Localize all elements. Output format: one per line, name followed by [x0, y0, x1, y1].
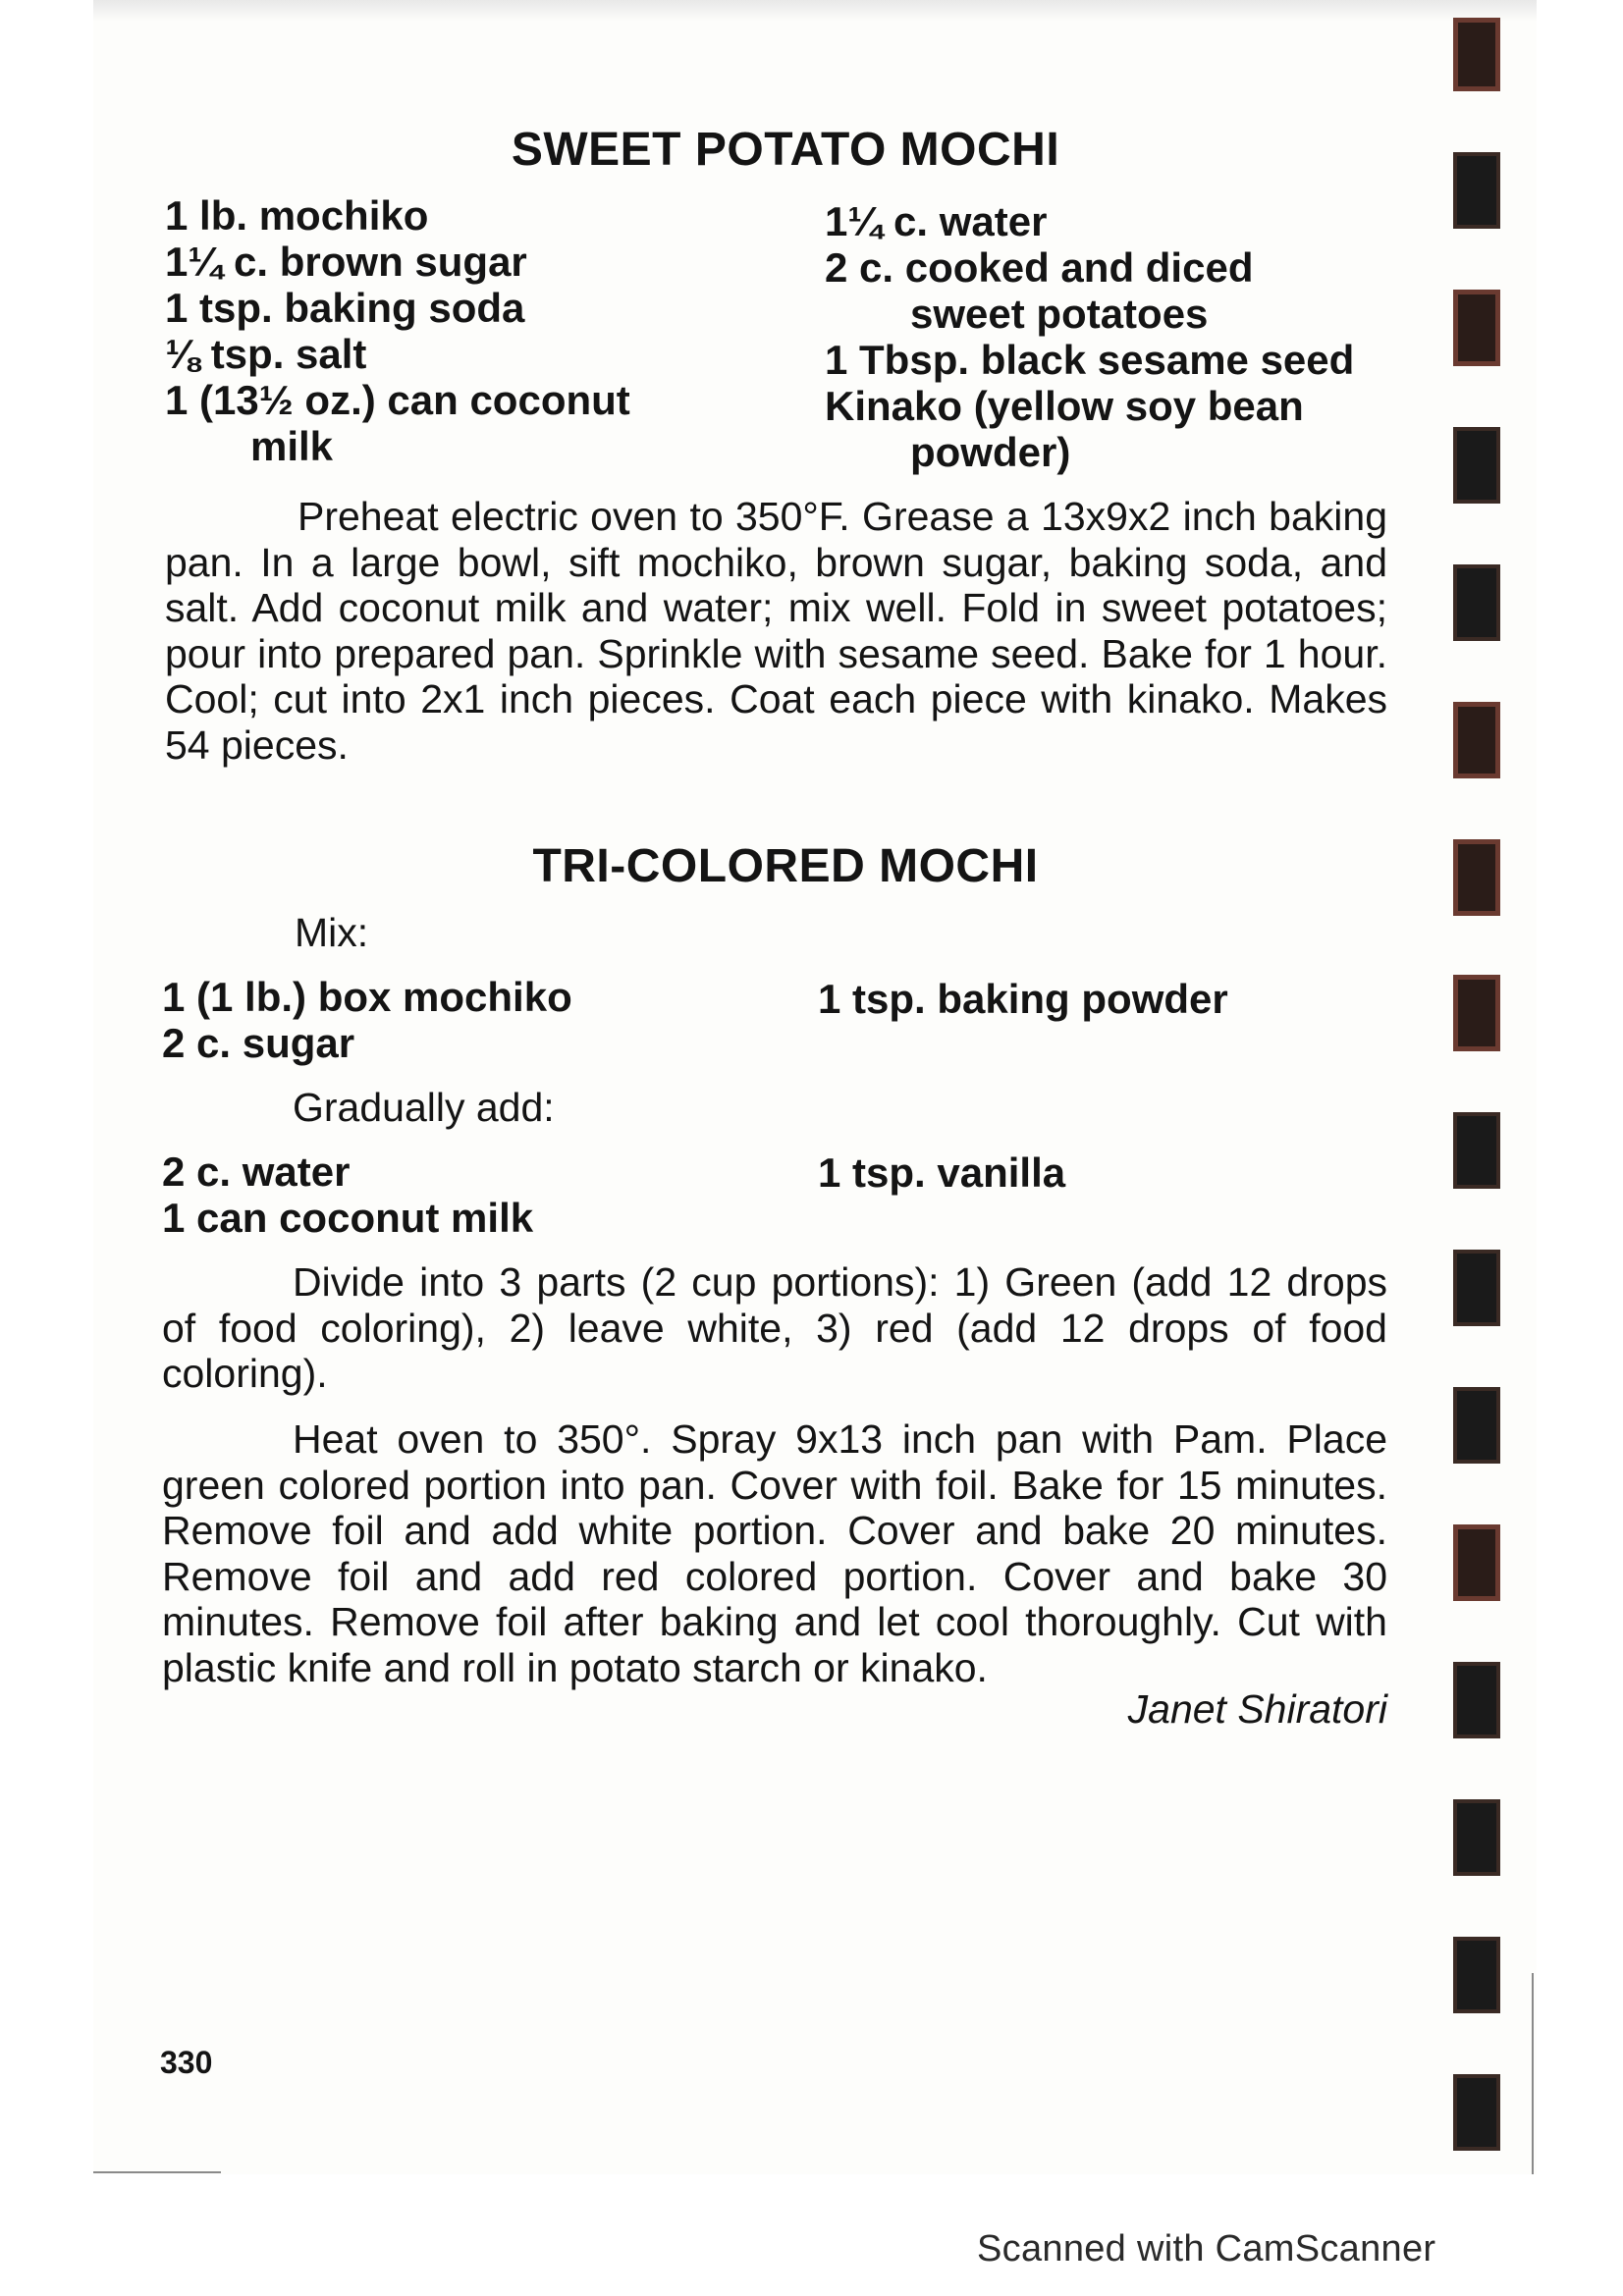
ingredient-list-left — [165, 192, 630, 469]
recipe-author: Janet Shiratori — [1127, 1686, 1387, 1732]
index-tab — [1453, 2074, 1500, 2151]
recipe-instructions: Heat oven to 350°. Spray 9x13 inch pan with Pam. Place green colored portion into pan. Cover with foil. Bake for 15 minutes. Remove foil and add white portion. Cover and bake 20 minutes. Remove foil and add red colored portion. Cover and bake 30 minutes. Remove foil after baking and let cool thoroughly. Cut with plastic knife and roll in potato starch or kinako. — [162, 1416, 1387, 1690]
index-tab — [1453, 290, 1500, 366]
index-tab — [1453, 1799, 1500, 1876]
mix-ingredients-right — [818, 976, 1228, 1022]
ingredient: 1¼ c. brown sugar — [165, 239, 527, 285]
recipe-instructions: Preheat electric oven to 350°F. Grease a 13x9x2 inch baking pan. In a large bowl, sift mochiko, brown sugar, baking soda, and salt. Add coconut milk and water; mix well. Fold in sweet potatoes; pour into prepared pan. Sprinkle with sesame seed. Bake for 1 hour. Cool; cut into 2x1 inch pieces. Coat each piece with kinako. Makes 54 pieces. — [165, 494, 1387, 768]
index-tab — [1453, 839, 1500, 916]
page-edge-line — [1532, 1973, 1534, 2174]
add-ingredients-right — [818, 1149, 1065, 1196]
recipe-title: SWEET POTATO MOCHI — [511, 124, 1060, 176]
index-tab — [1453, 1250, 1500, 1326]
mix-ingredients-left — [162, 974, 572, 1066]
index-tab — [1453, 1112, 1500, 1189]
ingredient: 1 lb. mochiko — [165, 192, 429, 239]
ingredient: Kinako (yellow soy bean — [825, 383, 1304, 429]
ingredient: 2 c. water — [162, 1148, 351, 1195]
index-tab — [1453, 427, 1500, 504]
page-edge-line — [93, 2171, 221, 2173]
ingredient: 1 can coconut milk — [162, 1195, 534, 1241]
ingredient: ⅛ tsp. salt — [165, 331, 367, 377]
mix-label: Mix: — [295, 910, 369, 955]
index-tab — [1453, 975, 1500, 1051]
index-tabs — [1453, 0, 1512, 2160]
ingredient: sweet potatoes — [910, 291, 1209, 337]
index-tab — [1453, 1937, 1500, 2013]
index-tab — [1453, 152, 1500, 229]
recipe-instructions: Divide into 3 parts (2 cup portions): 1) Green (add 12 drops of food coloring), 2) leave white, 3) red (add 12 drops of food coloring). — [162, 1259, 1387, 1396]
ingredient: milk — [250, 423, 334, 469]
ingredient: 1 (13½ oz.) can coconut — [165, 377, 630, 423]
ingredient-list-right — [825, 198, 1354, 475]
gradually-add-label: Gradually add: — [293, 1085, 555, 1130]
index-tab — [1453, 564, 1500, 641]
index-tab — [1453, 1662, 1500, 1738]
index-tab — [1453, 1387, 1500, 1464]
index-tab — [1453, 702, 1500, 778]
page-number: 330 — [160, 2045, 213, 2080]
ingredient: 1 (1 lb.) box mochiko — [162, 974, 572, 1020]
ingredient: 1¼ c. water — [825, 198, 1048, 244]
index-tab — [1453, 18, 1500, 91]
ingredient: 1 tsp. baking powder — [818, 976, 1228, 1022]
ingredient: 2 c. sugar — [162, 1020, 355, 1066]
ingredient: 2 c. cooked and diced — [825, 244, 1254, 291]
add-ingredients-left — [162, 1148, 533, 1241]
ingredient: 1 tsp. baking soda — [165, 285, 525, 331]
ingredient: 1 tsp. vanilla — [818, 1149, 1066, 1196]
page-top-shadow — [93, 0, 1537, 22]
index-tab — [1453, 1524, 1500, 1601]
ingredient: 1 Tbsp. black sesame seed — [825, 337, 1355, 383]
scanner-watermark: Scanned with CamScanner — [977, 2228, 1436, 2269]
ingredient: powder) — [910, 429, 1071, 475]
recipe-title: TRI-COLORED MOCHI — [532, 840, 1039, 892]
